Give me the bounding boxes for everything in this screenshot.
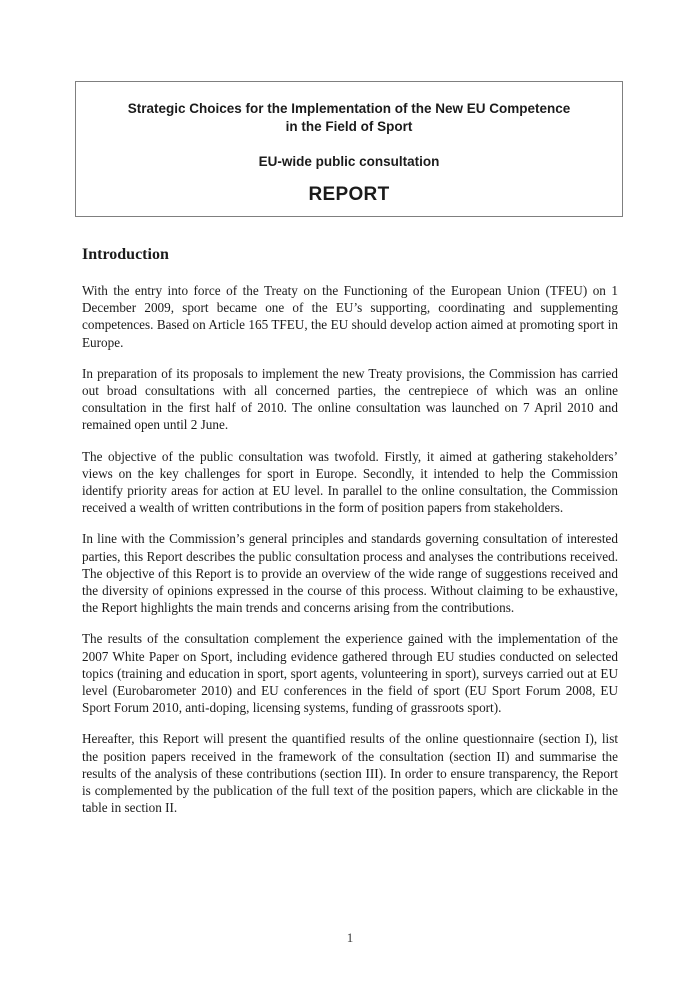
paragraph-3: The objective of the public consultation was twofold. Firstly, it aimed at gathering stakeholders’ views on the key challenges for sport in Europe. Secondly, it intended to help the Commission identify priority areas for action at EU level. In parallel to the online consultation, the Commission received a wealth of written contributions in the form of position papers from stakeholders.: [82, 448, 618, 516]
paragraph-5: The results of the consultation complement the experience gained with the implementation of the 2007 White Paper on Sport, including evidence gathered through EU studies conducted on selected topics (training and education in sport, sport agents, volunteering in sport), surveys carried out at EU level (Eurobarometer 2010) and EU conferences in the field of sport (EU Sport Forum 2008, EU Sport Forum 2010, anti-doping, licensing systems, funding of grassroots sport).: [82, 631, 618, 716]
paragraph-2: In preparation of its proposals to implement the new Treaty provisions, the Commission has carried out broad consultations with all concerned parties, the centrepiece of which was an online consultation in the first half of 2010. The online consultation was launched on 7 April 2010 and remained open until 2 June.: [82, 365, 618, 433]
paragraph-1: With the entry into force of the Treaty on the Functioning of the European Union (TFEU) on 1 December 2009, sport became one of the EU’s supporting, coordinating and supplementing competences. Based on Article 165 TFEU, the EU should develop action aimed at promoting sport in Europe.: [82, 283, 618, 350]
document-type-label: REPORT: [308, 184, 390, 205]
page-number: 1: [346, 930, 354, 945]
document-subtitle: EU-wide public consultation: [258, 154, 440, 169]
document-title-line1: Strategic Choices for the Implementation of the New EU Competence: [127, 101, 571, 116]
document-title-line2: in the Field of Sport: [285, 119, 413, 134]
section-heading-introduction: Introduction: [82, 246, 169, 263]
document-body: [82, 245, 618, 830]
title-box: [75, 81, 623, 217]
document-title: [100, 100, 598, 136]
paragraph-4: In line with the Commission’s general principles and standards governing consultation of interested parties, this Report describes the public consultation process and analyses the contributions received. The objective of this Report is to provide an overview of the wide range of suggestions received and the diversity of opinions expressed in the course of this process. Without claiming to be exhaustive, the Report highlights the main trends and concerns arising from the contributions.: [82, 531, 618, 616]
paragraph-6: Hereafter, this Report will present the quantified results of the online questionnaire (section I), list the position papers received in the framework of the consultation (section II) and summarise the results of the analysis of these contributions (section III). In order to ensure transparency, the Report is complemented by the publication of the full text of the position papers, which are clickable in the table in section II.: [82, 731, 618, 816]
